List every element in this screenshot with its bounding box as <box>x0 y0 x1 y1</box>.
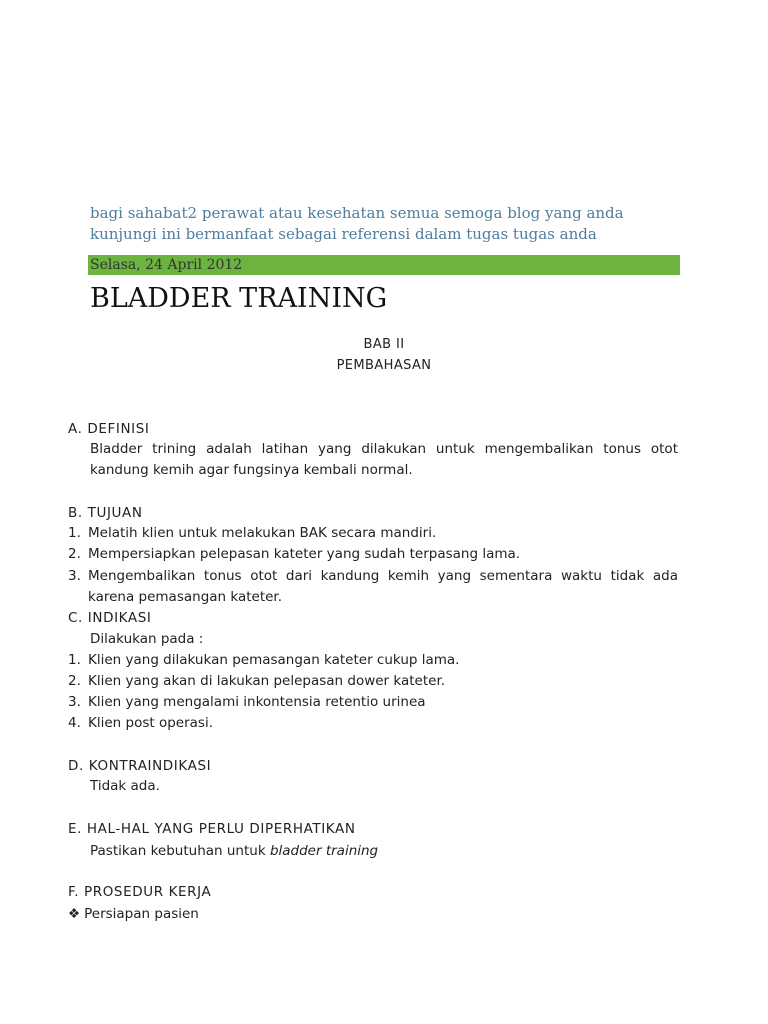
section-heading-tujuan: B. TUJUAN <box>68 505 143 521</box>
list-item-text: Klien yang dilakukan pemasangan kateter cukup lama. <box>88 652 460 668</box>
definisi-text: Bladder trining adalah latihan yang dilakukan untuk mengembalikan tonus otot kandung kemih agar fungsinya kembali normal. <box>90 441 678 478</box>
list-item-text: Klien yang mengalami inkontensia retentio urinea <box>88 694 426 710</box>
list-item-number: 3. <box>68 568 81 584</box>
list-item-text: Mengembalikan tonus otot dari kandung kemih yang sementara waktu tidak ada karena pemasangan kateter. <box>88 568 678 605</box>
list-item <box>68 523 678 544</box>
section-heading-definisi: A. DEFINISI <box>68 421 150 437</box>
post-title[interactable]: BLADDER TRAINING <box>90 283 388 314</box>
list-item-number: 2. <box>68 673 81 689</box>
section-heading-hal-hal: E. HAL-HAL YANG PERLU DIPERHATIKAN <box>68 821 356 837</box>
list-item-text: Klien post operasi. <box>88 715 213 731</box>
list-item-text: Mempersiapkan pelepasan kateter yang sudah terpasang lama. <box>88 546 521 562</box>
chapter-title: PEMBAHASAN <box>336 358 432 373</box>
list-item <box>68 713 678 734</box>
list-item-number: 2. <box>68 546 81 562</box>
section-heading-indikasi: C. INDIKASI <box>68 610 152 626</box>
bullet-item-text: Persiapan pasien <box>84 906 199 922</box>
post-date-bar <box>88 255 680 275</box>
chapter-number: BAB II <box>363 337 405 352</box>
list-item-number: 1. <box>68 652 81 668</box>
hal-hal-text <box>90 842 378 860</box>
list-item <box>68 544 678 565</box>
hal-hal-text-italic: bladder training <box>269 843 379 859</box>
post-date: Selasa, 24 April 2012 <box>90 257 243 273</box>
list-item <box>68 671 678 692</box>
blog-description: bagi sahabat2 perawat atau kesehatan semua semoga blog yang anda kunjungi ini bermanfaat sebagai referensi dalam tugas tugas anda <box>90 204 624 243</box>
hal-hal-text-prefix: Pastikan kebutuhan untuk <box>90 843 270 859</box>
diamond-bullet-icon: ❖ <box>68 906 81 922</box>
list-item <box>68 692 678 713</box>
list-item <box>68 566 678 608</box>
list-item-text: Melatih klien untuk melakukan BAK secara mandiri. <box>88 525 437 541</box>
section-heading-prosedur: F. PROSEDUR KERJA <box>68 884 212 900</box>
list-item-text: Klien yang akan di lakukan pelepasan dower kateter. <box>88 673 446 689</box>
kontraindikasi-text: Tidak ada. <box>90 778 160 794</box>
indikasi-intro: Dilakukan pada : <box>90 631 204 647</box>
list-item-number: 1. <box>68 525 81 541</box>
list-item-number: 4. <box>68 715 81 731</box>
bullet-item <box>68 905 199 923</box>
section-heading-kontraindikasi: D. KONTRAINDIKASI <box>68 758 212 774</box>
list-item-number: 3. <box>68 694 81 710</box>
list-item <box>68 650 678 671</box>
